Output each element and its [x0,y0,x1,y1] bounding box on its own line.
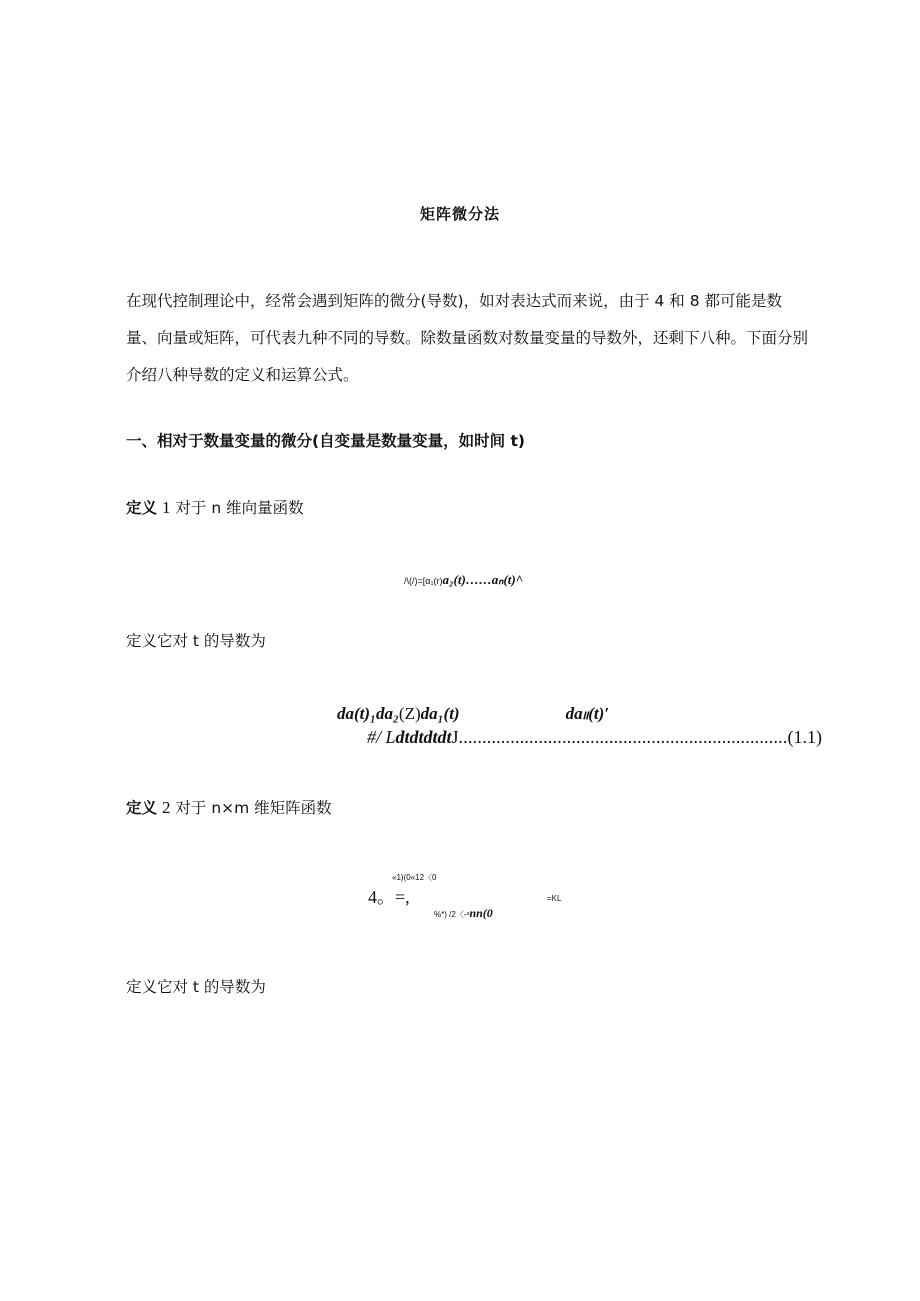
formula-top-mid: (Z) [398,704,421,723]
definition-label: 定义 [126,499,158,517]
section-heading: 一、相对于数量变量的微分(自变量是数量变量，如时间 t) [126,432,525,450]
matrix-sub-main: nn(0 [469,906,493,920]
formula-prefix: /\(/)=[α₁(r) [404,576,443,586]
formula-bottom-after: J [451,727,459,747]
definition-2 [126,796,332,818]
derivative-text-2: 定义它对 t 的导数为 [126,978,266,996]
matrix-formula-right: =KL [547,894,562,903]
intro-paragraph [126,283,842,394]
derivative-text-1: 定义它对 t 的导数为 [126,632,266,650]
intro-line-1: 在现代控制理论中，经常会遇到矩阵的微分(导数)，如对表达式而来说，由于 4 和 8 都可能是数 [126,292,783,310]
intro-line-2: 量、向量或矩阵，可代表九种不同的导数。除数量函数对数量变量的导数外，还剩下八种。下面分别 [126,329,809,347]
formula-vector-function [404,572,523,588]
formula-top-left: da(t)₁da₂ [337,704,399,723]
definition-1 [126,496,304,518]
formula-leader-dots: ...................................................................... [458,727,788,747]
matrix-formula-main: 4。=, [368,887,410,907]
formula-top-far: daₗₗ(t)′ [565,704,610,723]
matrix-sub-small: %*) /2〈-ᵃ [434,910,470,919]
definition-label: 定义 [126,799,158,817]
matrix-formula-subscript [434,906,493,921]
definition-number: 2 [161,798,171,817]
definition-number: 1 [161,498,171,517]
formula-bottom-left: #/ L [367,727,396,747]
page-title: 矩阵微分法 [419,205,500,223]
intro-line-3: 介绍八种导数的定义和运算公式。 [126,366,359,384]
formula-derivative-bottom [367,727,822,748]
definition-text: 对于 n 维向量函数 [175,499,304,517]
equation-number: (1.1) [787,727,823,747]
formula-top-right: da₁(t) [420,704,460,723]
formula-main: a₂(t)……aₙ(t)^ [442,572,524,587]
definition-text: 对于 n×m 维矩阵函数 [175,799,332,817]
formula-derivative-top [337,704,609,724]
matrix-formula-superscript: «1)(0«12〈0 [392,873,437,882]
formula-bottom-bold: dtdtdtdt [395,727,452,747]
